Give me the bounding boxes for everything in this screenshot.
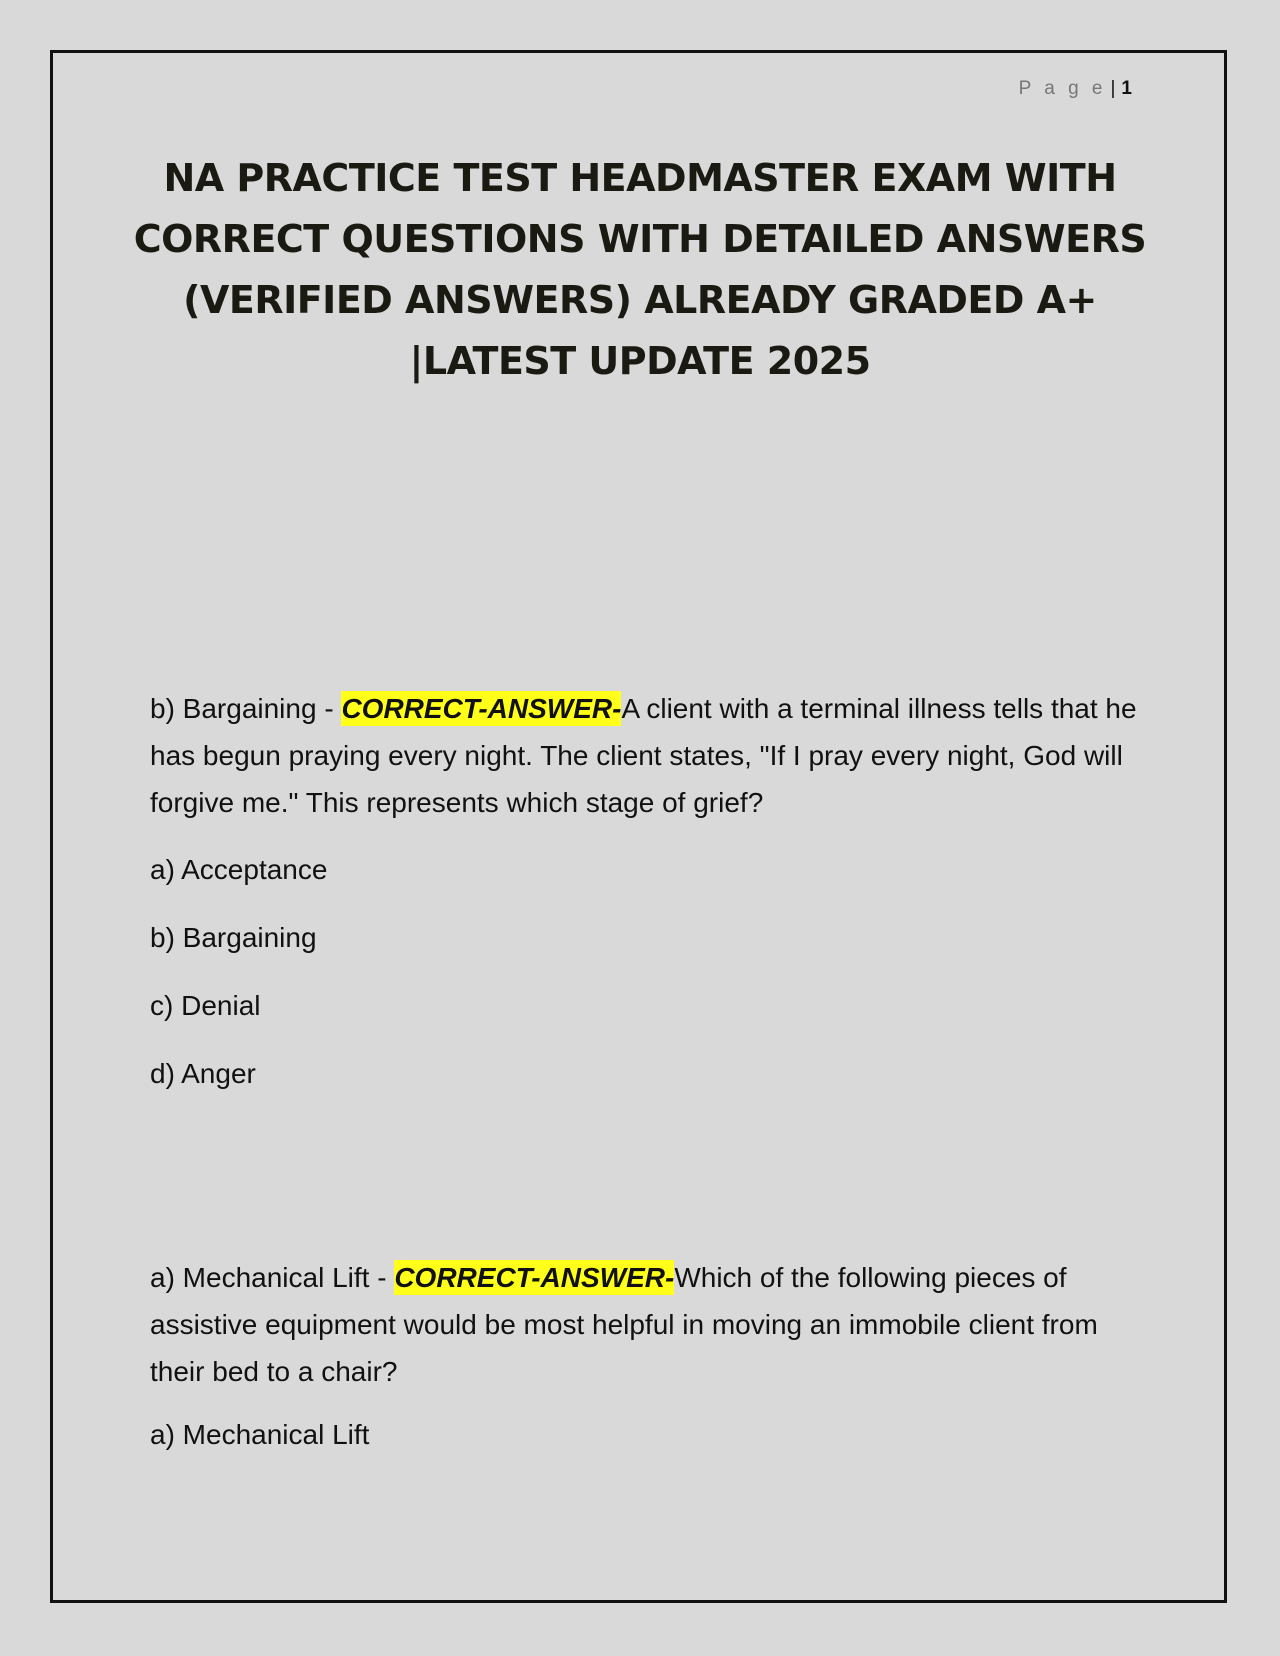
option-b: b) Bargaining <box>150 922 317 953</box>
option-a: a) Acceptance <box>150 854 328 885</box>
options-list-2 <box>150 1415 1140 1455</box>
question-text: A client with a terminal illness tells that he has begun praying every night. The client states, "If I pray every night, God will forgive me." This represents which stage of grief? <box>150 693 1137 818</box>
correct-answer-marker: CORRECT-ANSWER- <box>341 693 622 724</box>
page-label: P a g e <box>1018 78 1107 99</box>
correct-answer-marker: CORRECT-ANSWER- <box>394 1262 675 1293</box>
question-text: Which of the following pieces of assistive equipment would be most helpful in moving an immobile client from their bed to a chair? <box>150 1262 1098 1387</box>
option-d: d) Anger <box>150 1058 256 1089</box>
question-2 <box>150 1254 1140 1395</box>
page-number: 1 <box>1121 78 1132 99</box>
question-block-2 <box>150 1254 1140 1455</box>
answer-prefix: a) Mechanical Lift - <box>150 1262 395 1293</box>
options-list-1 <box>150 850 1140 1094</box>
document-title: NA PRACTICE TEST HEADMASTER EXAM WITH CORRECT QUESTIONS WITH DETAILED ANSWERS (VERIFIED ANSWERS) ALREADY GRADED A+ |LATEST UPDATE 2025 <box>133 156 1147 383</box>
answer-prefix: b) Bargaining - <box>150 693 342 724</box>
page-number-header <box>1019 78 1132 100</box>
question-1 <box>150 685 1140 826</box>
option-c: c) Denial <box>150 990 261 1021</box>
question-block-1 <box>150 685 1140 1094</box>
page-separator: | <box>1110 78 1116 99</box>
option-a: a) Mechanical Lift <box>150 1419 370 1450</box>
